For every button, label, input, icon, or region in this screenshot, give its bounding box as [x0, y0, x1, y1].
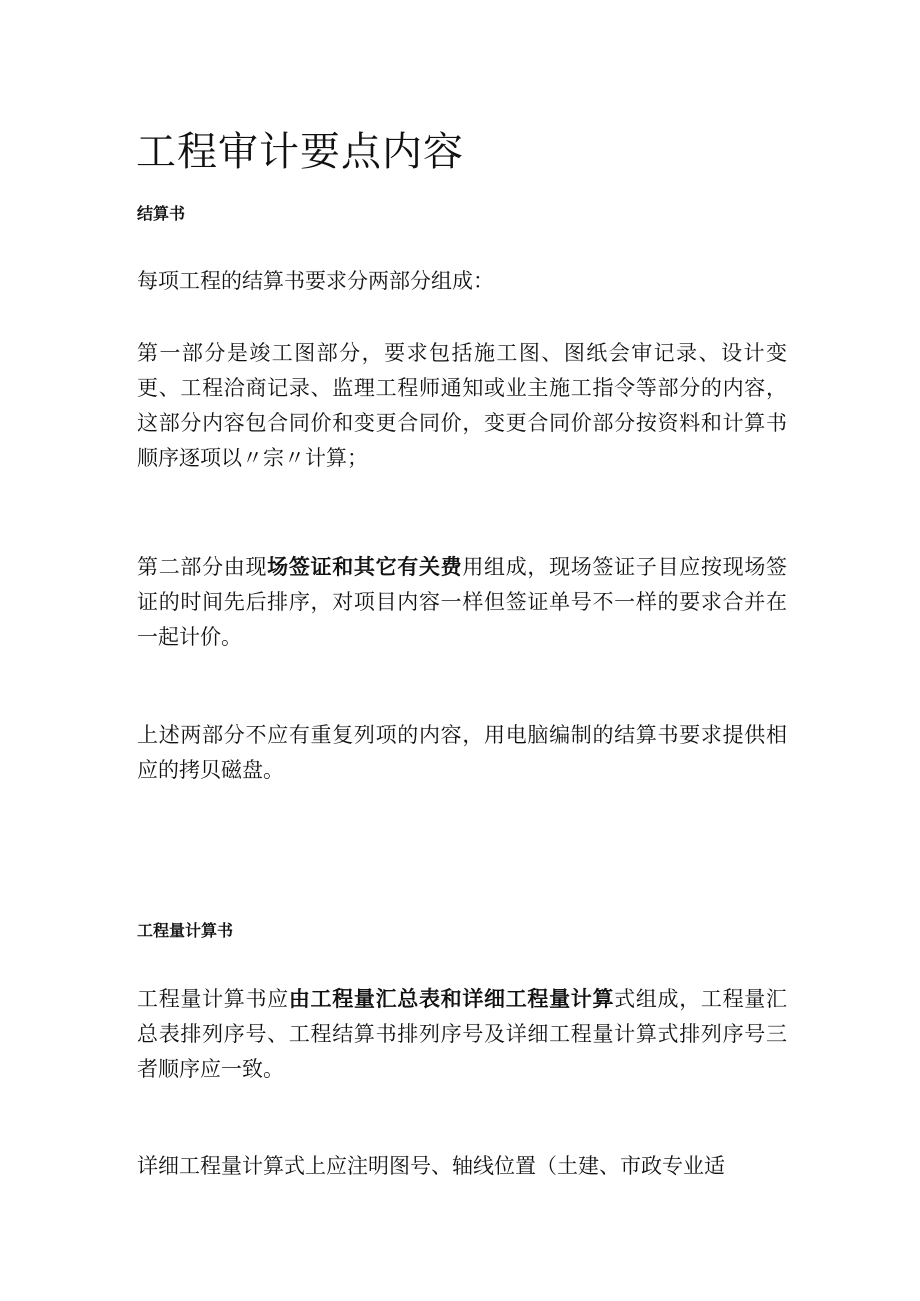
paragraph-settlement-part-one: 第一部分是竣工图部分，要求包括施工图、图纸会审记录、设计变更、工程洽商记录、监理工程师通知或业主施工指令等部分的内容，这部分内容包合同价和变更合同价，变更合同价部分按资料和计算书顺序逐项以〃宗〃计算；: [137, 341, 787, 470]
paragraph-bold-text: 由工程量汇总表和详细工程量计算: [288, 987, 615, 1011]
section-heading-quantity: 工程量计算书: [137, 921, 234, 940]
paragraph-text: 第二部分由现: [137, 555, 268, 579]
paragraph-text: 用组成，现场签证子目应按现场签证的时间先后排序，对项目内容一样但签证单号不一样的要求合并在一起计价。: [137, 555, 788, 649]
section-heading-settlement: 结算书: [137, 204, 186, 223]
paragraph-settlement-note: 上述两部分不应有重复列项的内容，用电脑编制的结算书要求提供相应的拷贝磁盘。: [137, 723, 787, 782]
paragraph-quantity-composition: [137, 982, 787, 1087]
paragraph-settlement-part-two: [137, 550, 787, 655]
document-title: 工程审计要点内容: [136, 129, 464, 175]
paragraph-bold-text: 场签证和其它有关费: [267, 555, 463, 579]
paragraph-text: 式组成，工程量汇总表排列序号、工程结算书排列序号及详细工程量计算式排列序号三者顺序应一致。: [137, 987, 787, 1081]
paragraph-text: 工程量计算书应: [137, 987, 289, 1011]
paragraph-quantity-details: 详细工程量计算式上应注明图号、轴线位置（土建、市政专业适: [137, 1154, 725, 1178]
paragraph-settlement-intro: 每项工程的结算书要求分两部分组成：: [137, 269, 494, 293]
